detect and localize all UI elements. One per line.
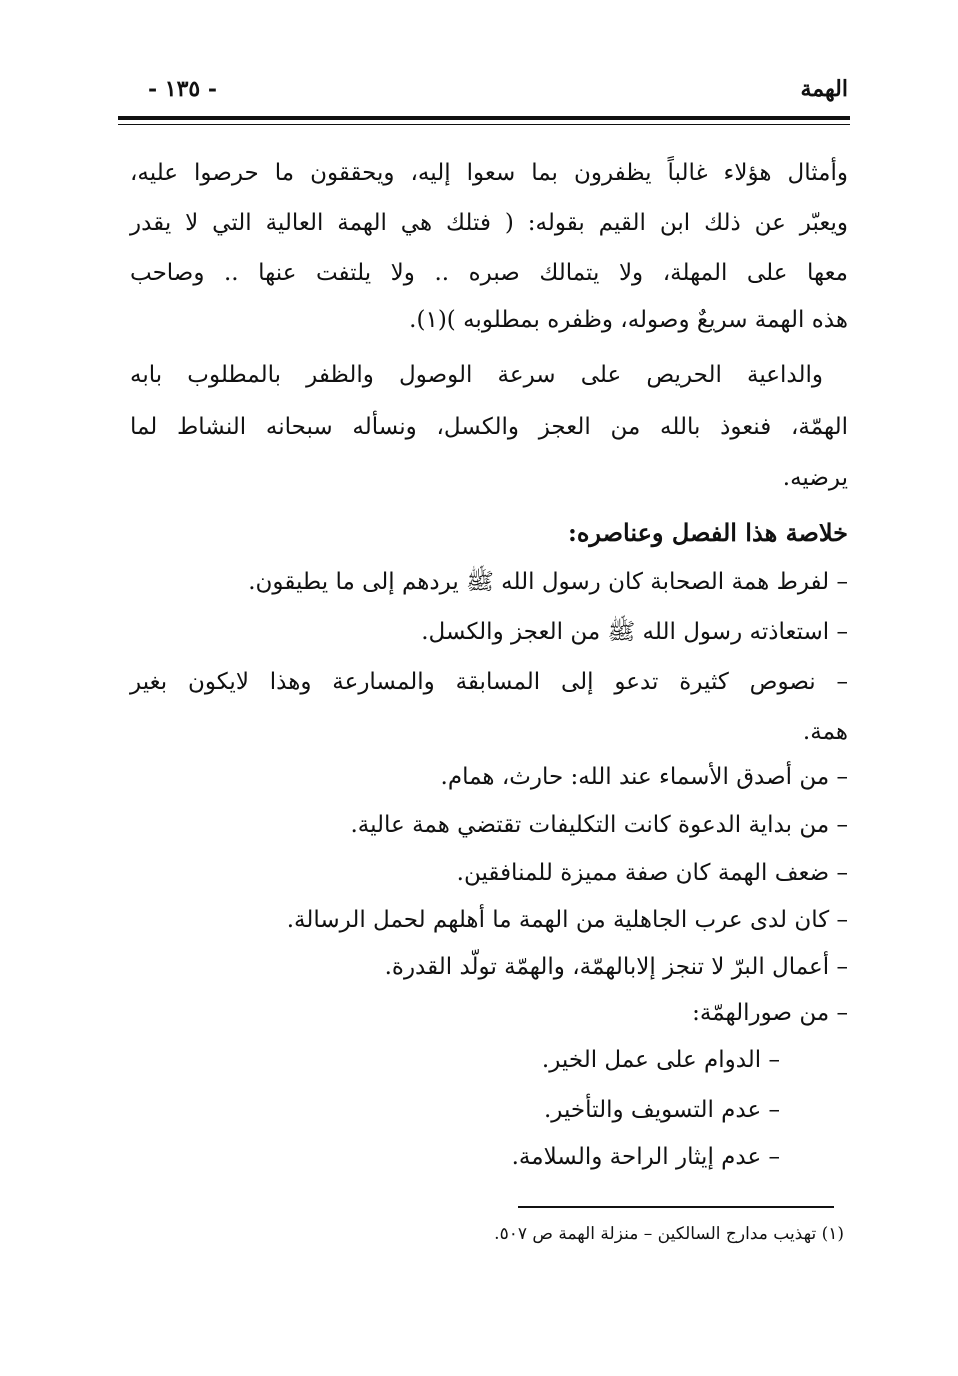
summary-item: – استعاذته رسول الله ﷺ من العجز والكسل. [421, 619, 848, 645]
header-rule-thin [118, 124, 850, 125]
summary-item: – نصوص كثيرة تدعو إلى المسابقة والمسارعة وهذا لايكون بغير [130, 669, 848, 695]
summary-item: – كان لدى عرب الجاهلية من الهمة ما أهلهم لحمل الرسالة. [286, 907, 848, 933]
sub-item: – الدوام على عمل الخير. [541, 1047, 780, 1073]
paragraph2-line: الهمّة، فنعوذ بالله من العجز والكسل، ونسأله سبحانه النشاط لما [130, 414, 848, 440]
paragraph2-line: يرضيه. [782, 465, 848, 491]
summary-item: – من أصدق الأسماء عند الله: حارث، همام. [440, 764, 848, 790]
sub-item: – عدم إيثار الراحة والسلامة. [511, 1144, 780, 1170]
summary-item: – أعمال البرّ لا تنجز إلابالهمّة، والهمّة تولّد القدرة. [384, 954, 848, 980]
summary-item-continuation: همة. [802, 719, 848, 745]
summary-item: – ضعف الهمة كان صفة مميزة للمنافقين. [456, 860, 848, 886]
running-header-title: الهمة [800, 76, 848, 102]
header-rule-thick [118, 116, 850, 120]
paragraph1-line: هذه الهمة سريعٌ وصوله، وظفره بمطلوبه )(١). [409, 307, 848, 333]
summary-item: – من صورالهمّة: [692, 1000, 848, 1026]
paragraph1-line: وأمثال هؤلاء غالباً يظفرون بما سعوا إليه، ويحققون ما حرصوا عليه، [130, 160, 848, 186]
page-number: - ١٣٥ - [148, 76, 218, 102]
paragraph2-line: والداعية الحريص على سرعة الوصول والظفر بالمطلوب بابه [130, 362, 823, 388]
sub-item: – عدم التسويف والتأخير. [543, 1097, 780, 1123]
summary-item: – لفرط همة الصحابة كان رسول الله ﷺ يردهم إلى ما يطيقون. [248, 569, 848, 595]
footnote: (١) تهذيب مدارج السالكين – منزلة الهمة ص ٥٠٧. [494, 1224, 844, 1244]
paragraph1-line: معها على المهلة، ولا يتمالك صبره .. ولا يلتفت عنها .. وصاحب [130, 260, 848, 286]
summary-item: – من بداية الدعوة كانت التكليفات تقتضي همة عالية. [350, 812, 848, 838]
paragraph1-line: ويعبّر عن ذلك ابن القيم بقوله: ( فتلك هي الهمة العالية التي لا يقدر [130, 210, 848, 236]
footnote-separator [518, 1206, 834, 1208]
summary-heading: خلاصة هذا الفصل وعناصره: [567, 518, 848, 547]
